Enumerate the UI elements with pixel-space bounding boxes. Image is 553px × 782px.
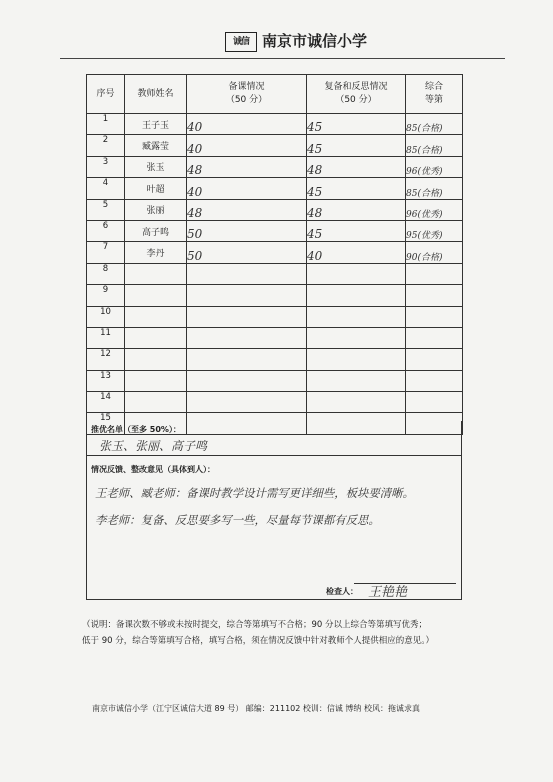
table-row <box>87 156 463 177</box>
table-row <box>87 349 463 370</box>
review-score: 45 <box>307 135 406 156</box>
note-line-2: 低于 90 分，综合等第填写合格，填写合格，须在情况反馈中针对教师个人提供相应的意见。） <box>82 636 434 646</box>
row-number: 3 <box>87 156 125 177</box>
prep-score: 40 <box>187 178 307 199</box>
header-prep: 备课情况 （50 分） <box>187 75 307 114</box>
overall-grade <box>406 263 463 284</box>
review-score: 40 <box>307 242 406 263</box>
teacher-name <box>125 306 187 327</box>
row-number: 10 <box>87 306 125 327</box>
teacher-name <box>125 263 187 284</box>
prep-score: 40 <box>187 135 307 156</box>
school-footer: 南京市诚信小学（江宁区诚信大道 89 号） 邮编：211102 校训：信诚 博纳 校风：拖诚求真 <box>92 704 420 713</box>
overall-grade: 85(合格) <box>406 178 463 199</box>
school-logo: 诚信 <box>225 32 257 52</box>
row-number: 13 <box>87 370 125 391</box>
instruction-note <box>82 617 482 649</box>
row-number: 15 <box>87 413 125 434</box>
prep-score: 40 <box>187 114 307 135</box>
row-number: 9 <box>87 285 125 306</box>
teacher-name <box>125 392 187 413</box>
review-score: 48 <box>307 199 406 220</box>
review-score <box>307 349 406 370</box>
review-score <box>307 370 406 391</box>
overall-grade: 96(优秀) <box>406 156 463 177</box>
review-score <box>307 285 406 306</box>
table-row <box>87 199 463 220</box>
review-score: 45 <box>307 178 406 199</box>
row-number: 1 <box>87 114 125 135</box>
prep-score <box>187 349 307 370</box>
table-row <box>87 135 463 156</box>
table-row <box>87 178 463 199</box>
teacher-name: 高子鸣 <box>125 220 187 241</box>
header-no: 序号 <box>87 75 125 114</box>
overall-grade: 96(优秀) <box>406 199 463 220</box>
prep-score: 50 <box>187 242 307 263</box>
table-header-row <box>87 75 463 114</box>
teacher-name <box>125 349 187 370</box>
inspector-label: 检查人： <box>326 587 358 596</box>
feedback-line-1: 王老师、臧老师：备课时教学设计需写更详细些，板块要清晰。 <box>95 486 414 500</box>
overall-grade: 85(合格) <box>406 135 463 156</box>
prep-score: 50 <box>187 220 307 241</box>
prep-score: 48 <box>187 199 307 220</box>
row-number: 2 <box>87 135 125 156</box>
recommend-label: 推优名单（至多 50%）： <box>91 425 181 434</box>
comments-box <box>86 421 462 600</box>
prep-score <box>187 306 307 327</box>
review-score <box>307 306 406 327</box>
row-number: 8 <box>87 263 125 284</box>
table-row <box>87 114 463 135</box>
school-name: 南京市诚信小学 <box>262 32 368 50</box>
prep-score: 48 <box>187 156 307 177</box>
prep-score <box>187 392 307 413</box>
table-row <box>87 220 463 241</box>
teacher-name <box>125 285 187 306</box>
table-row <box>87 242 463 263</box>
feedback-label: 情况反馈、整改意见（具体到人）： <box>91 465 215 474</box>
review-score <box>307 263 406 284</box>
overall-grade <box>406 392 463 413</box>
inspector-signature: 王艳艳 <box>368 585 408 600</box>
teacher-name <box>125 370 187 391</box>
prep-score <box>187 370 307 391</box>
row-number: 11 <box>87 327 125 348</box>
prep-score <box>187 327 307 348</box>
teacher-name: 臧露莹 <box>125 135 187 156</box>
table-row <box>87 392 463 413</box>
recommend-names: 张玉、张丽、高子鸣 <box>99 439 208 453</box>
row-number: 14 <box>87 392 125 413</box>
teacher-name: 叶超 <box>125 178 187 199</box>
overall-grade: 90(合格) <box>406 242 463 263</box>
review-score <box>307 327 406 348</box>
prep-score <box>187 263 307 284</box>
overall-grade <box>406 285 463 306</box>
table-row <box>87 370 463 391</box>
review-score <box>307 392 406 413</box>
header-divider <box>60 58 505 59</box>
teacher-name <box>125 327 187 348</box>
prep-score <box>187 285 307 306</box>
table-row <box>87 327 463 348</box>
note-line-1: （说明：备课次数不够或未按时提交，综合等第填写不合格；90 分以上综合等第填写优秀； <box>82 620 428 630</box>
signature-line <box>354 583 456 584</box>
overall-grade <box>406 306 463 327</box>
section-divider <box>87 455 461 456</box>
overall-grade: 95(优秀) <box>406 220 463 241</box>
review-score: 45 <box>307 220 406 241</box>
row-number: 6 <box>87 220 125 241</box>
row-number: 4 <box>87 178 125 199</box>
teacher-name: 张丽 <box>125 199 187 220</box>
teacher-name: 张玉 <box>125 156 187 177</box>
overall-grade <box>406 370 463 391</box>
row-number: 12 <box>87 349 125 370</box>
table-row <box>87 263 463 284</box>
overall-grade <box>406 327 463 348</box>
header-teacher-name: 教师姓名 <box>125 75 187 114</box>
header-grade: 综合 等第 <box>406 75 463 114</box>
overall-grade <box>406 349 463 370</box>
table-row <box>87 306 463 327</box>
review-score: 48 <box>307 156 406 177</box>
teacher-name: 王子玉 <box>125 114 187 135</box>
lesson-prep-score-table <box>86 74 463 435</box>
row-number: 7 <box>87 242 125 263</box>
teacher-name: 李丹 <box>125 242 187 263</box>
overall-grade: 85(合格) <box>406 114 463 135</box>
row-number: 5 <box>87 199 125 220</box>
document-header <box>60 28 505 58</box>
header-review: 复备和反思情况 （50 分） <box>307 75 406 114</box>
review-score: 45 <box>307 114 406 135</box>
feedback-line-2: 李老师：复备、反思要多写一些，尽量每节课都有反思。 <box>95 513 380 527</box>
table-row <box>87 285 463 306</box>
